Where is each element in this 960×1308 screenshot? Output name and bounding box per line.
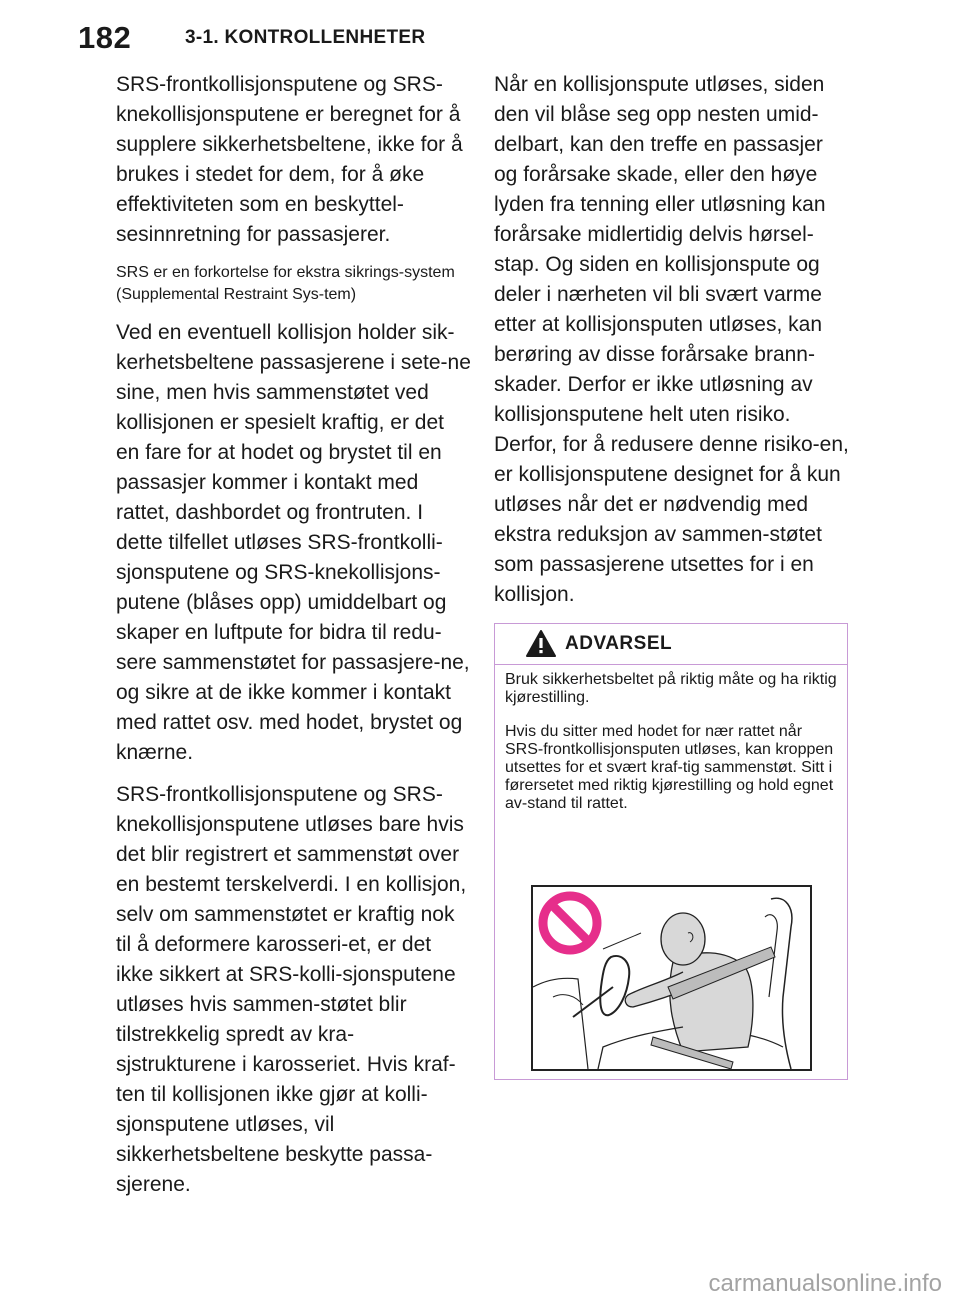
section-title: 3-1. KONTROLLENHETER bbox=[185, 27, 426, 48]
warning-paragraph-1: Bruk sikkerhetsbeltet på riktig måte og ha riktig kjørestilling. bbox=[505, 671, 837, 706]
warning-title: ADVARSEL bbox=[565, 633, 673, 654]
page-number: 182 bbox=[78, 20, 132, 55]
prohibition-icon bbox=[543, 896, 597, 950]
steering-wheel bbox=[600, 956, 629, 1015]
warning-body bbox=[495, 665, 847, 813]
right-column bbox=[494, 70, 849, 622]
warning-triangle-icon bbox=[525, 629, 557, 658]
left-paragraph-2: Ved en eventuell kollisjon holder sik-kerhetsbeltene passasjerene i sete-ne sine, men hvis sammenstøtet ved kollisjonen er spesielt kraftig, er det en fare for at hodet og brystet til en passasjer kommer i kontakt med rattet, dashbordet og frontruten. I dette tilfellet utløses SRS-frontkolli-sjonsputene og SRS-knekollisjons-putene (blåses opp) umiddelbart og skaper en luftpute for bidra til redu-sere sammenstøtet for passasjere-ne, og sikre at de ikke kommer i kontakt med rattet osv. med hodet, brystet og knærne. bbox=[116, 321, 471, 764]
warning-paragraph-2: Hvis du sitter med hodet for nær rattet når SRS-frontkollisjonsputen utløses, kan kroppen utsettes for et svært kraf-tig sammenstøt. Sitt i førersetet med riktig kjørestilling og hold egnet av-stand til rattet. bbox=[505, 723, 834, 812]
left-paragraph-3: SRS-frontkollisjonsputene og SRS-knekollisjonsputene utløses bare hvis det blir registrert et sammenstøt over en bestemt terskelverdi. I en kollisjon, selv om sammenstøtet er kraftig nok til å deformere karosseri-et, er det ikke sikkert at SRS-kolli-sjonsputene utløses hvis sammen-støtet blir tilstrekkelig spredt av kra-sjstrukturene i karosseriet. Hvis kraf-ten til kollisjonen ikke gjør at kolli-sjonsputene utløses, vil sikkerhetsbeltene beskytte passa-sjerene. bbox=[116, 783, 467, 1196]
illustration-drawing bbox=[533, 887, 810, 1069]
watermark: carmanualsonline.info bbox=[708, 1270, 942, 1297]
driver-too-close-illustration bbox=[531, 885, 812, 1071]
left-column bbox=[116, 70, 471, 1212]
right-paragraph-1: Når en kollisjonspute utløses, siden den vil blåse seg opp nesten umid-delbart, kan den treffe en passasjer og forårsake skade, eller den høye lyden fra tenning eller utløsning kan forårsake midlertidig delvis hørsel-stap. Og siden en kollisjonspute og deler i nærheten vil bli svært varme etter at kollisjonsputen utløses, kan berøring av disse forårsake brann-skader. Derfor er ikke utløsning av kollisjonsputene helt uten risiko. Derfor, for å redusere denne risiko-en, er kollisjonsputene designet for å kun utløses når det er nødvendig med ekstra reduksjon av sammen-støtet som passasjerene utsettes for i en kollisjon. bbox=[494, 73, 849, 606]
dashboard bbox=[533, 978, 588, 1069]
warning-header bbox=[495, 624, 847, 665]
pointer-line bbox=[603, 933, 641, 949]
srs-note: SRS er en forkortelse for ekstra sikrings-system (Supplemental Restraint Sys-tem) bbox=[116, 264, 455, 303]
warning-box bbox=[494, 623, 848, 1080]
driver-head bbox=[661, 913, 705, 965]
left-paragraph-1: SRS-frontkollisjonsputene og SRS-knekollisjonsputene er beregnet for å supplere sikkerhetsbeltene, ikke for å brukes i stedet for dem, for å øke effektiviteten som en beskyttel-sesinnretning for passasjerer. bbox=[116, 73, 463, 246]
dashboard-lower bbox=[553, 995, 583, 1005]
